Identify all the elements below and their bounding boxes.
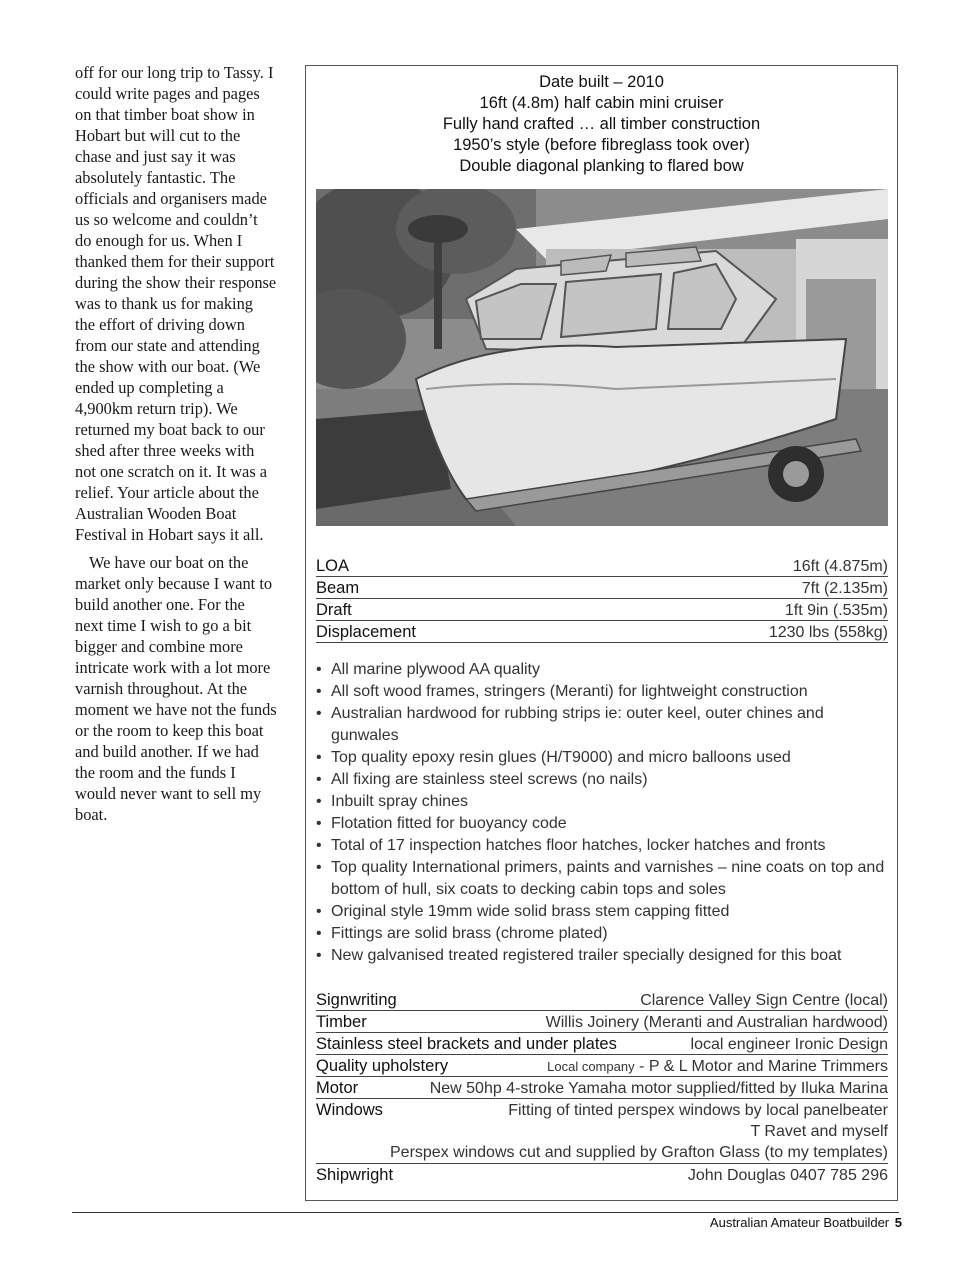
bullet-icon: • bbox=[316, 683, 322, 700]
list-item bbox=[316, 703, 888, 747]
credit-value: Perspex windows cut and supplied by Grafton Glass (to my templates) bbox=[390, 1144, 888, 1161]
feature-text: All marine plywood AA quality bbox=[331, 661, 540, 678]
credit-label: Windows bbox=[316, 1101, 383, 1119]
list-item bbox=[316, 857, 888, 901]
bullet-icon: • bbox=[316, 705, 322, 722]
bullet-icon: • bbox=[316, 661, 322, 678]
boat-spec-box bbox=[305, 65, 898, 1201]
credit-row-motor bbox=[316, 1078, 888, 1099]
list-item bbox=[316, 835, 888, 857]
dimension-row-beam bbox=[316, 578, 888, 599]
heading-line-construction: Fully hand crafted … all timber construction bbox=[442, 115, 761, 133]
heading-line-type: 16ft (4.8m) half cabin mini cruiser bbox=[479, 94, 724, 112]
credit-value: Willis Joinery (Meranti and Australian hardwood) bbox=[545, 1014, 888, 1031]
bullet-icon: • bbox=[316, 771, 322, 788]
credit-label: Shipwright bbox=[316, 1166, 394, 1184]
list-item bbox=[316, 747, 888, 769]
credit-label: Timber bbox=[316, 1013, 367, 1031]
features-list bbox=[316, 659, 888, 967]
feature-text: Fittings are solid brass (chrome plated) bbox=[331, 925, 608, 942]
heading-line-style: 1950’s style (before fibreglass took over) bbox=[453, 136, 750, 154]
dimension-label: Displacement bbox=[316, 623, 416, 641]
credit-row-shipwright bbox=[316, 1165, 888, 1185]
dimension-row-displacement bbox=[316, 622, 888, 643]
dimension-value: 1ft 9in (.535m) bbox=[784, 602, 888, 619]
heading-line-date: Date built – 2010 bbox=[539, 73, 664, 91]
credit-label: Quality upholstery bbox=[316, 1057, 449, 1075]
feature-text: Inbuilt spray chines bbox=[331, 793, 468, 810]
credit-value: Fitting of tinted perspex windows by local panelbeater bbox=[508, 1102, 888, 1119]
bullet-icon: • bbox=[316, 859, 322, 876]
list-item bbox=[316, 923, 888, 945]
dimension-value: 16ft (4.875m) bbox=[792, 558, 888, 575]
dimension-value: 7ft (2.135m) bbox=[801, 580, 888, 597]
credit-label: Stainless steel brackets and under plates bbox=[316, 1035, 617, 1053]
list-item bbox=[316, 681, 888, 703]
heading-line-planking: Double diagonal planking to flared bow bbox=[459, 157, 744, 175]
feature-text: All fixing are stainless steel screws (no nails) bbox=[331, 771, 648, 788]
publication-name: Australian Amateur Boatbuilder bbox=[709, 1215, 890, 1230]
credit-row-upholstery bbox=[316, 1056, 888, 1077]
dimension-row-loa bbox=[316, 556, 888, 577]
feature-text: All soft wood frames, stringers (Meranti) for lightweight construction bbox=[331, 683, 808, 700]
dimension-label: Beam bbox=[316, 579, 360, 597]
credits-table bbox=[316, 990, 888, 1186]
bullet-icon: • bbox=[316, 815, 322, 832]
feature-text: Total of 17 inspection hatches floor hatches, locker hatches and fronts bbox=[331, 837, 826, 854]
credit-row-stainless bbox=[316, 1034, 888, 1055]
credit-row-windows bbox=[316, 1100, 888, 1164]
list-item bbox=[316, 901, 888, 923]
dimension-value: 1230 lbs (558kg) bbox=[768, 624, 888, 641]
credit-value: John Douglas 0407 785 296 bbox=[687, 1167, 888, 1184]
credit-label: Signwriting bbox=[316, 991, 397, 1009]
boat-photo bbox=[316, 189, 888, 526]
credit-value: New 50hp 4-stroke Yamaha motor supplied/fitted by Iluka Marina bbox=[429, 1080, 888, 1097]
page-footer bbox=[710, 1215, 902, 1230]
credit-value: T Ravet and myself bbox=[750, 1123, 888, 1140]
dimension-label: Draft bbox=[316, 601, 352, 619]
feature-text: Australian hardwood for rubbing strips ie: outer keel, outer chines and gunwales bbox=[331, 705, 824, 744]
credit-row-timber bbox=[316, 1012, 888, 1033]
bullet-icon: • bbox=[316, 947, 322, 964]
bullet-icon: • bbox=[316, 793, 322, 810]
bullet-icon: • bbox=[316, 837, 322, 854]
article-paragraph-2: We have our boat on the market only because I want to build another one. For the next time I wish to go a bit bigger and combine more intricate work with a lot more varnish throughout. At the moment we have not the funds or the room to keep this boat and build another. If we had the room and the funds I would never want to sell my boat. bbox=[75, 553, 277, 824]
list-item bbox=[316, 659, 888, 681]
article-paragraph-1: off for our long trip to Tassy. I could write pages and pages on that timber boat show in Hobart but will cut to the chase and just say it was absolutely fantastic. The officials and organisers made us so welcome and couldn’t do enough for us. When I thanked them for their support during the show their response was to thank us for making the effort of driving down from our state and attending the show with our boat. (We ended up completing a 4,900km return trip). We returned my boat back to our shed after three weeks with not one scratch on it. It was a relief. Your article about the Australian Wooden Boat Festival in Hobart says it all. bbox=[75, 63, 277, 544]
credit-value: local engineer Ironic Design bbox=[690, 1036, 888, 1053]
list-item bbox=[316, 791, 888, 813]
dimension-row-draft bbox=[316, 600, 888, 621]
feature-text: Top quality International primers, paints and varnishes – nine coats on top and bottom of hull, six coats to decking cabin tops and soles bbox=[331, 859, 885, 898]
feature-text: Original style 19mm wide solid brass stem capping fitted bbox=[331, 903, 730, 920]
feature-text: Flotation fitted for buoyancy code bbox=[331, 815, 567, 832]
footer-divider bbox=[72, 1212, 899, 1213]
credit-value-small: Local company bbox=[547, 1059, 635, 1074]
page-number: 5 bbox=[894, 1215, 902, 1230]
feature-text: New galvanised treated registered trailer specially designed for this boat bbox=[331, 947, 842, 964]
dimensions-table bbox=[316, 556, 888, 644]
bullet-icon: • bbox=[316, 925, 322, 942]
spec-heading bbox=[306, 72, 897, 177]
list-item bbox=[316, 813, 888, 835]
feature-text: Top quality epoxy resin glues (H/T9000) and micro balloons used bbox=[331, 749, 791, 766]
list-item bbox=[316, 769, 888, 791]
dimension-label: LOA bbox=[316, 557, 350, 575]
credit-label: Motor bbox=[316, 1079, 359, 1097]
credit-value: Clarence Valley Sign Centre (local) bbox=[640, 992, 888, 1009]
credit-value-main: - P & L Motor and Marine Trimmers bbox=[634, 1058, 888, 1075]
list-item bbox=[316, 945, 888, 967]
credit-value bbox=[547, 1057, 888, 1077]
bullet-icon: • bbox=[316, 903, 322, 920]
article-text-column bbox=[75, 62, 277, 825]
credit-row-signwriting bbox=[316, 990, 888, 1011]
bullet-icon: • bbox=[316, 749, 322, 766]
